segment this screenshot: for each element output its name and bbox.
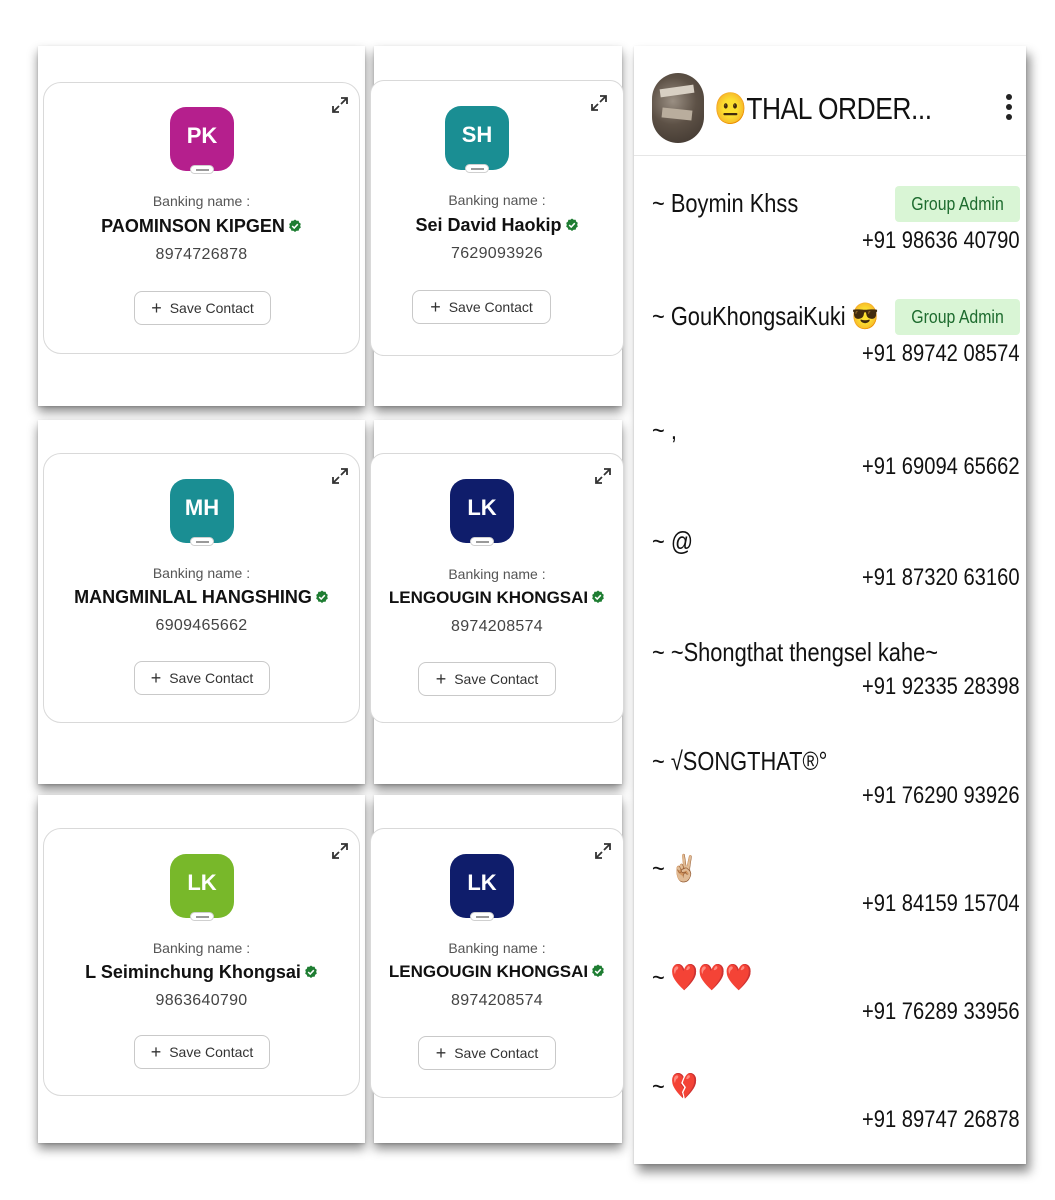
banking-name bbox=[371, 588, 623, 608]
avatar: LK bbox=[170, 854, 234, 918]
verified-icon bbox=[565, 218, 579, 232]
contact-card bbox=[370, 453, 624, 723]
upi-badge-icon bbox=[190, 912, 214, 921]
plus-icon: + bbox=[430, 297, 441, 317]
banking-name-label: Banking name : bbox=[152, 193, 251, 209]
contact-panel-1 bbox=[38, 46, 365, 406]
member-phone: +91 84159 15704 bbox=[862, 890, 1020, 917]
plus-icon: + bbox=[150, 668, 162, 688]
group-avatar[interactable] bbox=[652, 73, 704, 143]
avatar: SH bbox=[445, 106, 509, 170]
plus-icon: + bbox=[435, 1043, 447, 1063]
banking-name bbox=[371, 962, 623, 982]
save-contact-button[interactable] bbox=[134, 291, 271, 325]
save-contact-label: Save Contact bbox=[454, 671, 539, 687]
upi-badge-icon bbox=[190, 165, 214, 174]
member-phone: +91 69094 65662 bbox=[862, 453, 1020, 480]
expand-icon[interactable] bbox=[593, 841, 613, 861]
contact-panel-2 bbox=[374, 46, 622, 406]
expand-icon[interactable] bbox=[589, 93, 609, 113]
upi-badge-icon bbox=[470, 537, 494, 546]
save-contact-button[interactable] bbox=[418, 1036, 556, 1070]
banking-name-text: L Seiminchung Khongsai bbox=[85, 962, 301, 982]
phone-number: 8974208574 bbox=[451, 992, 543, 1009]
member-name: ~ ~Shongthat thengsel kahe~ bbox=[652, 637, 938, 667]
more-options-icon[interactable] bbox=[1002, 94, 1016, 124]
upi-badge-icon bbox=[470, 912, 494, 921]
save-contact-button[interactable] bbox=[412, 290, 551, 324]
member-phone: +91 87320 63160 bbox=[862, 564, 1020, 591]
member-name: ~ GouKhongsaiKuki 😎 bbox=[652, 301, 879, 331]
save-contact-label: Save Contact bbox=[454, 1045, 539, 1061]
member-row[interactable] bbox=[634, 843, 1026, 943]
save-contact-label: Save Contact bbox=[169, 670, 254, 686]
avatar: LK bbox=[450, 479, 514, 543]
banking-name-label: Banking name : bbox=[448, 192, 546, 208]
avatar: LK bbox=[450, 854, 514, 918]
group-title[interactable]: 😐THAL ORDER... bbox=[714, 91, 932, 126]
banking-name-label: Banking name : bbox=[448, 940, 546, 956]
phone-number: 8974208574 bbox=[451, 618, 543, 635]
member-name: ~ 💔 bbox=[652, 1071, 699, 1101]
member-row[interactable] bbox=[634, 178, 1026, 278]
upi-badge-icon bbox=[190, 537, 214, 546]
member-row[interactable] bbox=[634, 291, 1026, 391]
plus-icon: + bbox=[151, 298, 162, 318]
contact-card bbox=[43, 82, 360, 354]
member-name: ~ , bbox=[652, 415, 677, 445]
save-contact-button[interactable] bbox=[134, 661, 270, 695]
member-row[interactable] bbox=[634, 403, 1026, 503]
member-phone: +91 92335 28398 bbox=[862, 673, 1020, 700]
contact-card bbox=[370, 828, 624, 1098]
banking-name-text: LENGOUGIN KHONGSAI bbox=[388, 962, 589, 981]
expand-icon[interactable] bbox=[330, 95, 350, 115]
member-row[interactable] bbox=[634, 514, 1026, 614]
banking-name-text: PAOMINSON KIPGEN bbox=[101, 216, 285, 236]
verified-icon bbox=[591, 964, 605, 978]
expand-icon[interactable] bbox=[593, 466, 613, 486]
member-phone: +91 89742 08574 bbox=[862, 340, 1020, 367]
phone-number: 6909465662 bbox=[155, 617, 248, 634]
group-members-panel bbox=[634, 46, 1026, 1164]
group-header bbox=[634, 46, 1026, 156]
contact-card bbox=[43, 828, 360, 1096]
expand-icon[interactable] bbox=[330, 841, 350, 861]
phone-number: 9863640790 bbox=[155, 992, 248, 1009]
banking-name bbox=[371, 215, 623, 236]
phone-number: 7629093926 bbox=[451, 245, 543, 262]
phone-number: 8974726878 bbox=[155, 246, 248, 263]
save-contact-label: Save Contact bbox=[169, 1044, 254, 1060]
member-phone: +91 76290 93926 bbox=[862, 782, 1020, 809]
upi-badge-icon bbox=[465, 164, 489, 173]
verified-icon bbox=[304, 965, 318, 979]
avatar: MH bbox=[170, 479, 234, 543]
banking-name-text: Sei David Haokip bbox=[415, 215, 562, 235]
group-admin-badge: Group Admin bbox=[895, 299, 1020, 335]
banking-name-text: LENGOUGIN KHONGSAI bbox=[388, 588, 589, 607]
contact-panel-6 bbox=[374, 795, 622, 1143]
banking-name-label: Banking name : bbox=[152, 565, 251, 581]
contact-panel-4 bbox=[374, 420, 622, 784]
verified-icon bbox=[315, 590, 329, 604]
save-contact-button[interactable] bbox=[418, 662, 556, 696]
banking-name bbox=[44, 216, 359, 237]
group-admin-badge: Group Admin bbox=[895, 186, 1020, 222]
avatar: PK bbox=[170, 107, 234, 171]
member-row[interactable] bbox=[634, 952, 1026, 1052]
save-contact-label: Save Contact bbox=[169, 300, 254, 316]
banking-name-label: Banking name : bbox=[448, 566, 546, 582]
contact-card bbox=[43, 453, 360, 723]
plus-icon: + bbox=[435, 669, 447, 689]
member-phone: +91 98636 40790 bbox=[862, 227, 1020, 254]
save-contact-button[interactable] bbox=[134, 1035, 270, 1069]
banking-name bbox=[44, 962, 359, 983]
member-name: ~ √SONGTHAT®° bbox=[652, 746, 828, 776]
member-name: ~ ✌🏼 bbox=[652, 853, 699, 883]
contact-card bbox=[370, 80, 624, 356]
contact-panel-3 bbox=[38, 420, 365, 784]
member-row[interactable] bbox=[634, 625, 1026, 725]
member-row[interactable] bbox=[634, 734, 1026, 834]
banking-name bbox=[44, 587, 359, 608]
plus-icon: + bbox=[150, 1042, 162, 1062]
save-contact-label: Save Contact bbox=[448, 299, 533, 315]
member-phone: +91 89747 26878 bbox=[862, 1106, 1020, 1133]
expand-icon[interactable] bbox=[330, 466, 350, 486]
member-phone: +91 76289 33956 bbox=[862, 998, 1020, 1025]
verified-icon bbox=[288, 219, 302, 233]
member-name: ~ Boymin Khss bbox=[652, 188, 799, 218]
verified-icon bbox=[591, 590, 605, 604]
banking-name-label: Banking name : bbox=[152, 940, 251, 956]
member-row[interactable] bbox=[634, 1060, 1026, 1160]
banking-name-text: MANGMINLAL HANGSHING bbox=[74, 587, 312, 607]
contact-panel-5 bbox=[38, 795, 365, 1143]
member-name: ~ @ bbox=[652, 526, 694, 556]
member-name: ~ ❤️❤️❤️ bbox=[652, 962, 753, 992]
